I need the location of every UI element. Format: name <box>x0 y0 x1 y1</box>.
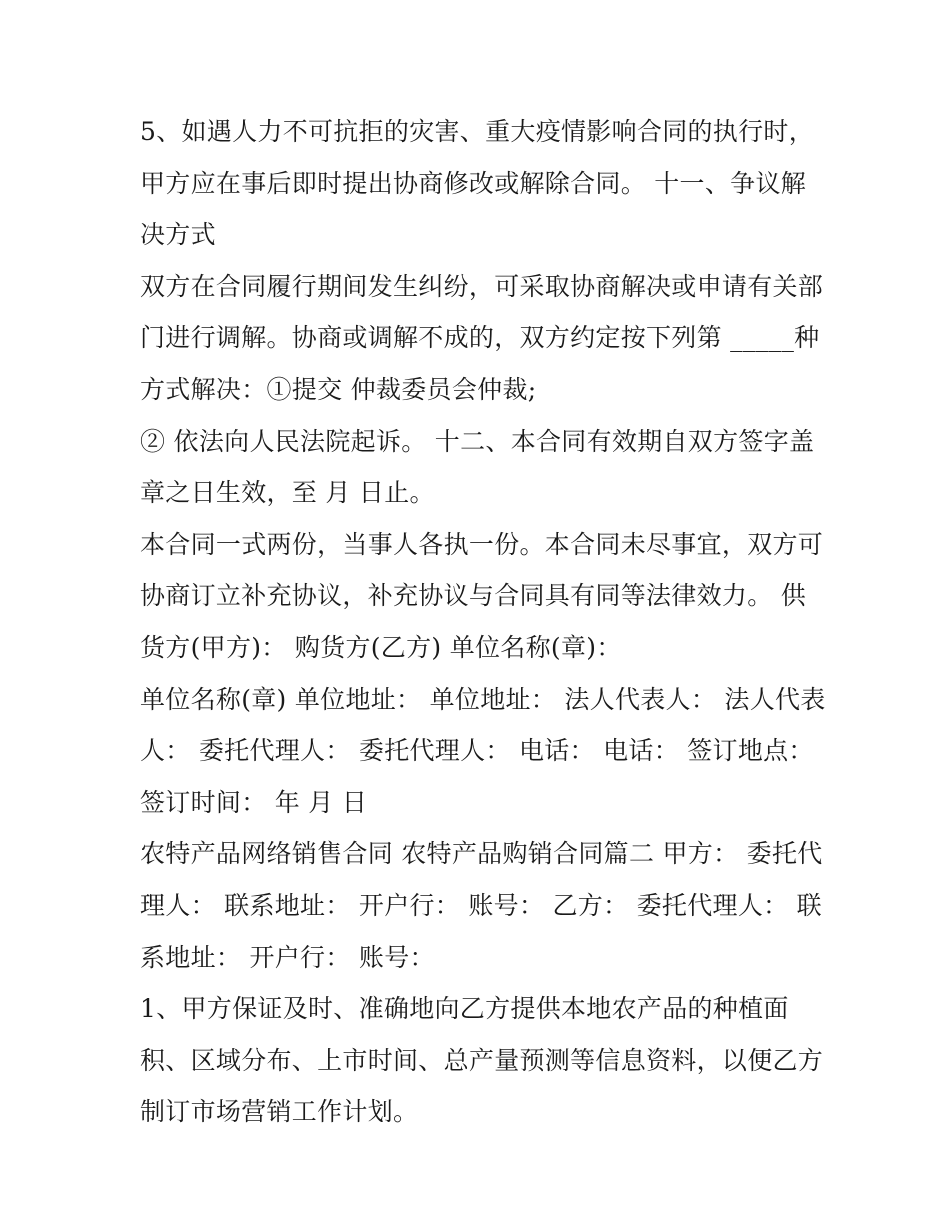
text-line: 单位名称(章) 单位地址： 单位地址： 法人代表人： 法人代表 <box>140 684 826 714</box>
text-line: 甲方应在事后即时提出协商修改或解除合同。 十一、争议解 <box>140 168 807 198</box>
text-line: 双方在合同履行期间发生纠纷，可采取协商解决或申请有关部 <box>140 271 824 301</box>
text-line: ② 依法向人民法院起诉。 十二、本合同有效期自双方签字盖 <box>140 426 815 456</box>
text-line: 决方式 <box>140 220 216 250</box>
text-line: 理人： 联系地址： 开户行： 账号： 乙方： 委托代理人： 联 <box>140 890 822 920</box>
text-line: 本合同一式两份，当事人各执一份。本合同未尽事宜，双方可 <box>140 529 824 559</box>
text-line: 方式解决：①提交 仲裁委员会仲裁; <box>140 374 537 404</box>
document-body <box>140 106 826 1138</box>
text-line: 积、区域分布、上市时间、总产量预测等信息资料，以便乙方 <box>140 1045 824 1075</box>
text-line: 5、如遇人力不可抗拒的灾害、重大疫情影响合同的执行时， <box>140 117 815 146</box>
text-line: 人： 委托代理人： 委托代理人： 电话： 电话： 签订地点： <box>140 736 814 766</box>
text-line: 章之日生效，至 月 日止。 <box>140 478 435 508</box>
text-line: 货方(甲方)： 购货方(乙方) 单位名称(章)： <box>140 632 622 662</box>
text-line: 农特产品网络销售合同 农特产品购销合同篇二 甲方： 委托代 <box>140 839 823 869</box>
text-line: 1、甲方保证及时、准确地向乙方提供本地农产品的种植面 <box>140 994 789 1024</box>
text-line: 系地址： 开户行： 账号： <box>140 942 435 972</box>
text-line: 签订时间： 年 月 日 <box>140 787 368 817</box>
text-line: 制订市场营销工作计划。 <box>140 1097 419 1127</box>
text-line: 协商订立补充协议，补充协议与合同具有同等法律效力。 供 <box>140 581 807 611</box>
text-line: 门进行调解。协商或调解不成的，双方约定按下列第 _____种 <box>140 323 820 353</box>
